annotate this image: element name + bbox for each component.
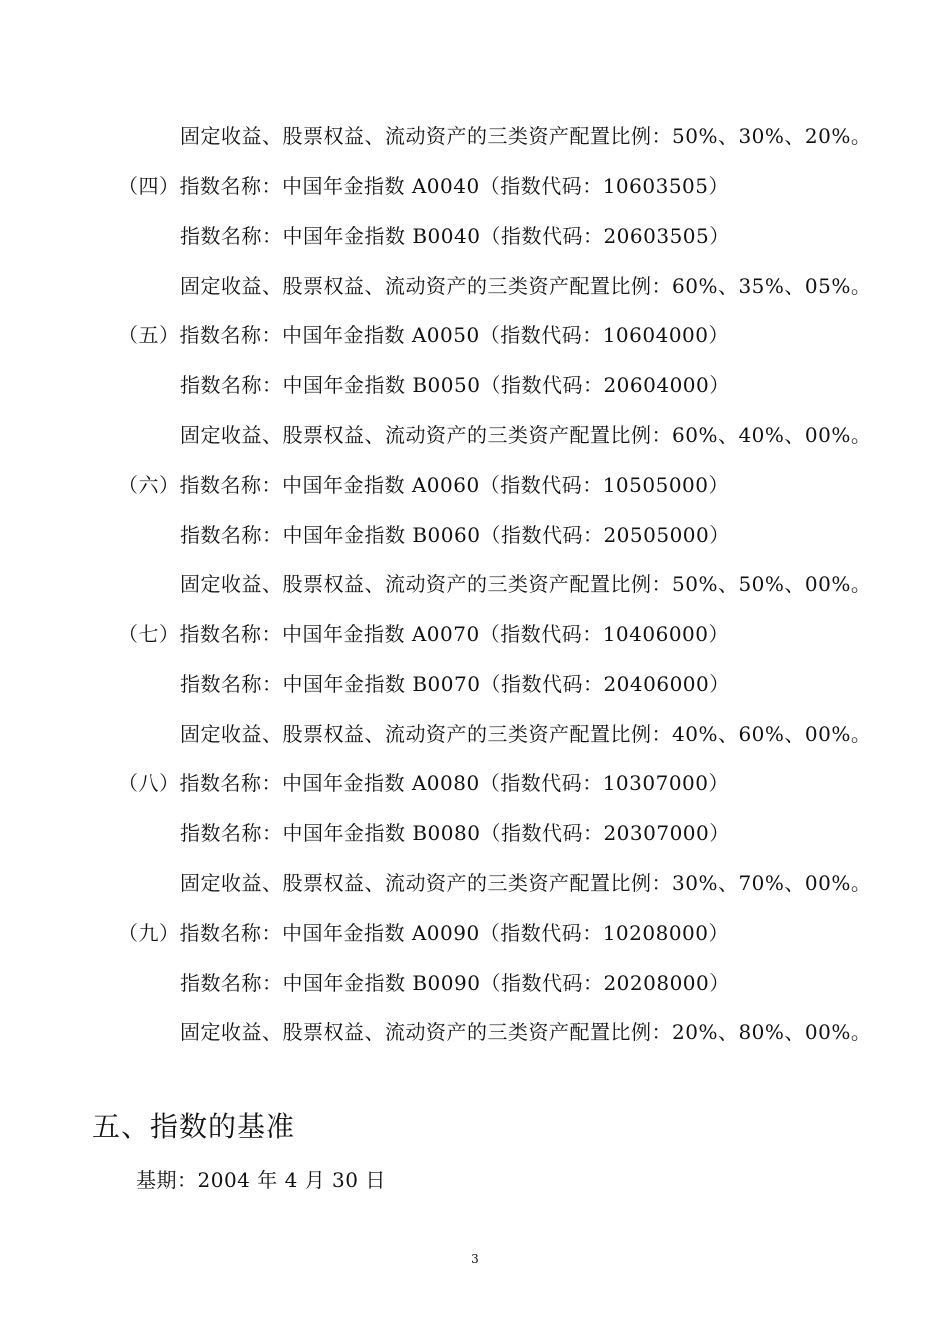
allocation-ratio-line: 固定收益、股票权益、流动资产的三类资产配置比例：30%、70%、00%。 [180, 871, 872, 895]
index-entry-line: 指数名称：中国年金指数 B0040（指数代码：20603505） [180, 224, 730, 248]
section-heading: 五、指数的基准 [92, 1110, 296, 1143]
allocation-ratio-line: 固定收益、股票权益、流动资产的三类资产配置比例：40%、60%、00%。 [180, 722, 872, 746]
index-entry-heading: （五）指数名称：中国年金指数 A0050（指数代码：10604000） [118, 323, 729, 347]
index-entry-heading: （九）指数名称：中国年金指数 A0090（指数代码：10208000） [118, 921, 729, 945]
index-entry-line: 指数名称：中国年金指数 B0080（指数代码：20307000） [180, 821, 730, 845]
allocation-ratio-line: 固定收益、股票权益、流动资产的三类资产配置比例：50%、30%、20%。 [180, 124, 872, 148]
index-entry-heading: （八）指数名称：中国年金指数 A0080（指数代码：10307000） [118, 771, 729, 795]
index-entry-heading: （七）指数名称：中国年金指数 A0070（指数代码：10406000） [118, 622, 729, 646]
index-entry-heading: （四）指数名称：中国年金指数 A0040（指数代码：10603505） [118, 174, 729, 198]
index-entry-line: 指数名称：中国年金指数 B0050（指数代码：20604000） [180, 373, 730, 397]
index-entry-heading: （六）指数名称：中国年金指数 A0060（指数代码：10505000） [118, 473, 729, 497]
base-period-line: 基期：2004 年 4 月 30 日 [136, 1168, 386, 1192]
allocation-ratio-line: 固定收益、股票权益、流动资产的三类资产配置比例：60%、40%、00%。 [180, 423, 872, 447]
index-entry-line: 指数名称：中国年金指数 B0070（指数代码：20406000） [180, 672, 730, 696]
index-entry-line: 指数名称：中国年金指数 B0090（指数代码：20208000） [180, 971, 730, 995]
allocation-ratio-line: 固定收益、股票权益、流动资产的三类资产配置比例：60%、35%、05%。 [180, 274, 872, 298]
index-entry-line: 指数名称：中国年金指数 B0060（指数代码：20505000） [180, 523, 730, 547]
allocation-ratio-line: 固定收益、股票权益、流动资产的三类资产配置比例：20%、80%、00%。 [180, 1020, 872, 1044]
page-number: 3 [471, 1252, 479, 1266]
allocation-ratio-line: 固定收益、股票权益、流动资产的三类资产配置比例：50%、50%、00%。 [180, 572, 872, 596]
